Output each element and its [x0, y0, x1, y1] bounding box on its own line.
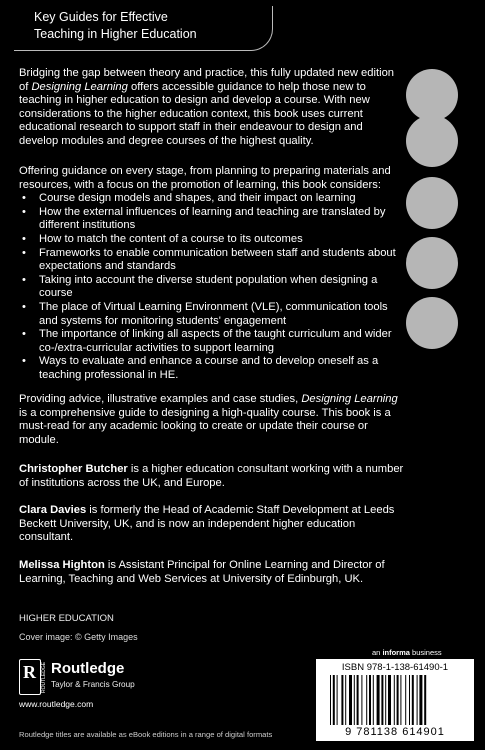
routledge-mark-icon: R	[19, 659, 41, 695]
decorative-circle	[406, 297, 458, 349]
publisher-group: Taylor & Francis Group	[51, 680, 135, 689]
category-label: HIGHER EDUCATION	[19, 613, 114, 624]
list-item: • How the external influences of learning and teaching are translated by different institutions	[19, 206, 404, 233]
list-intro: Offering guidance on every stage, from planning to preparing materials and resources, with a focus on the promotion of learning, this book considers:	[19, 165, 391, 191]
cover-credit: Cover image: © Getty Images	[19, 632, 138, 642]
isbn-label: ISBN 978-1-138-61490-1	[341, 662, 449, 673]
isbn-barcode	[316, 659, 474, 741]
list-item: • Taking into account the diverse student population when designing a course	[19, 274, 404, 301]
intro-paragraph: Bridging the gap between theory and practice, this fully updated new edition of Designing Learning offers accessible guidance to help those new to teaching in higher education to design and develop a course. With new considerations to the higher education context, this book uses current educational research to support staff in their endeavour to design and develop modules and degree courses of the highest quality.	[19, 67, 395, 147]
list-item: • Course design models and shapes, and their impact on learning	[19, 192, 404, 206]
list-item: • The importance of linking all aspects of the taught curriculum and wider co-/extra-curricular activities to support learning	[19, 328, 404, 355]
informa-tagline: an informa business	[372, 648, 442, 657]
author-bio: Clara Davies is formerly the Head of Academic Staff Development at Leeds Beckett University, UK, and is now an independent higher education consultant.	[19, 504, 395, 544]
list-item: • The place of Virtual Learning Environment (VLE), communication tools and systems for monitoring students' engagement	[19, 301, 404, 328]
decorative-circle	[406, 69, 458, 121]
author-bio: Melissa Highton is Assistant Principal for Online Learning and Director of Learning, Teaching and Web Services at University of Edinburgh, UK.	[19, 559, 385, 585]
list-item: • How to match the content of a course to its outcomes	[19, 233, 404, 247]
decorative-circle	[406, 177, 458, 229]
series-title-line2: Teaching in Higher Education	[34, 27, 197, 41]
author-name: Melissa Highton	[19, 559, 105, 571]
author-name: Clara Davies	[19, 504, 87, 516]
considerations-section	[19, 165, 404, 383]
decorative-circle	[406, 115, 458, 167]
publisher-url: www.routledge.com	[19, 699, 94, 709]
series-box	[14, 6, 273, 51]
list-item: • Ways to evaluate and enhance a course and to develop oneself as a teaching professional in HE.	[19, 355, 404, 382]
list-item: • Frameworks to enable communication between staff and students about expectations and standards	[19, 247, 404, 274]
publisher-logo: R ROUTLEDGE Routledge Taylor & Francis Group	[19, 659, 219, 695]
footer-note: Routledge titles are available as eBook editions in a range of digital formats	[19, 730, 273, 739]
barcode-digits: 9 781138 614901	[345, 726, 445, 738]
considerations-list	[19, 192, 404, 382]
barcode-bars	[330, 675, 460, 725]
series-title-line1: Key Guides for Effective	[34, 10, 168, 24]
publisher-name: Routledge	[51, 660, 125, 677]
closing-paragraph: Providing advice, illustrative examples and case studies, Designing Learning is a comprehensive guide to designing a high-quality course. This book is a must-read for any academic looking to create or update their course or module.	[19, 393, 398, 446]
decorative-circle	[406, 237, 458, 289]
author-name: Christopher Butcher	[19, 463, 128, 475]
author-bio: Christopher Butcher is a higher education consultant working with a number of institutions across the UK, and Europe.	[19, 463, 404, 489]
